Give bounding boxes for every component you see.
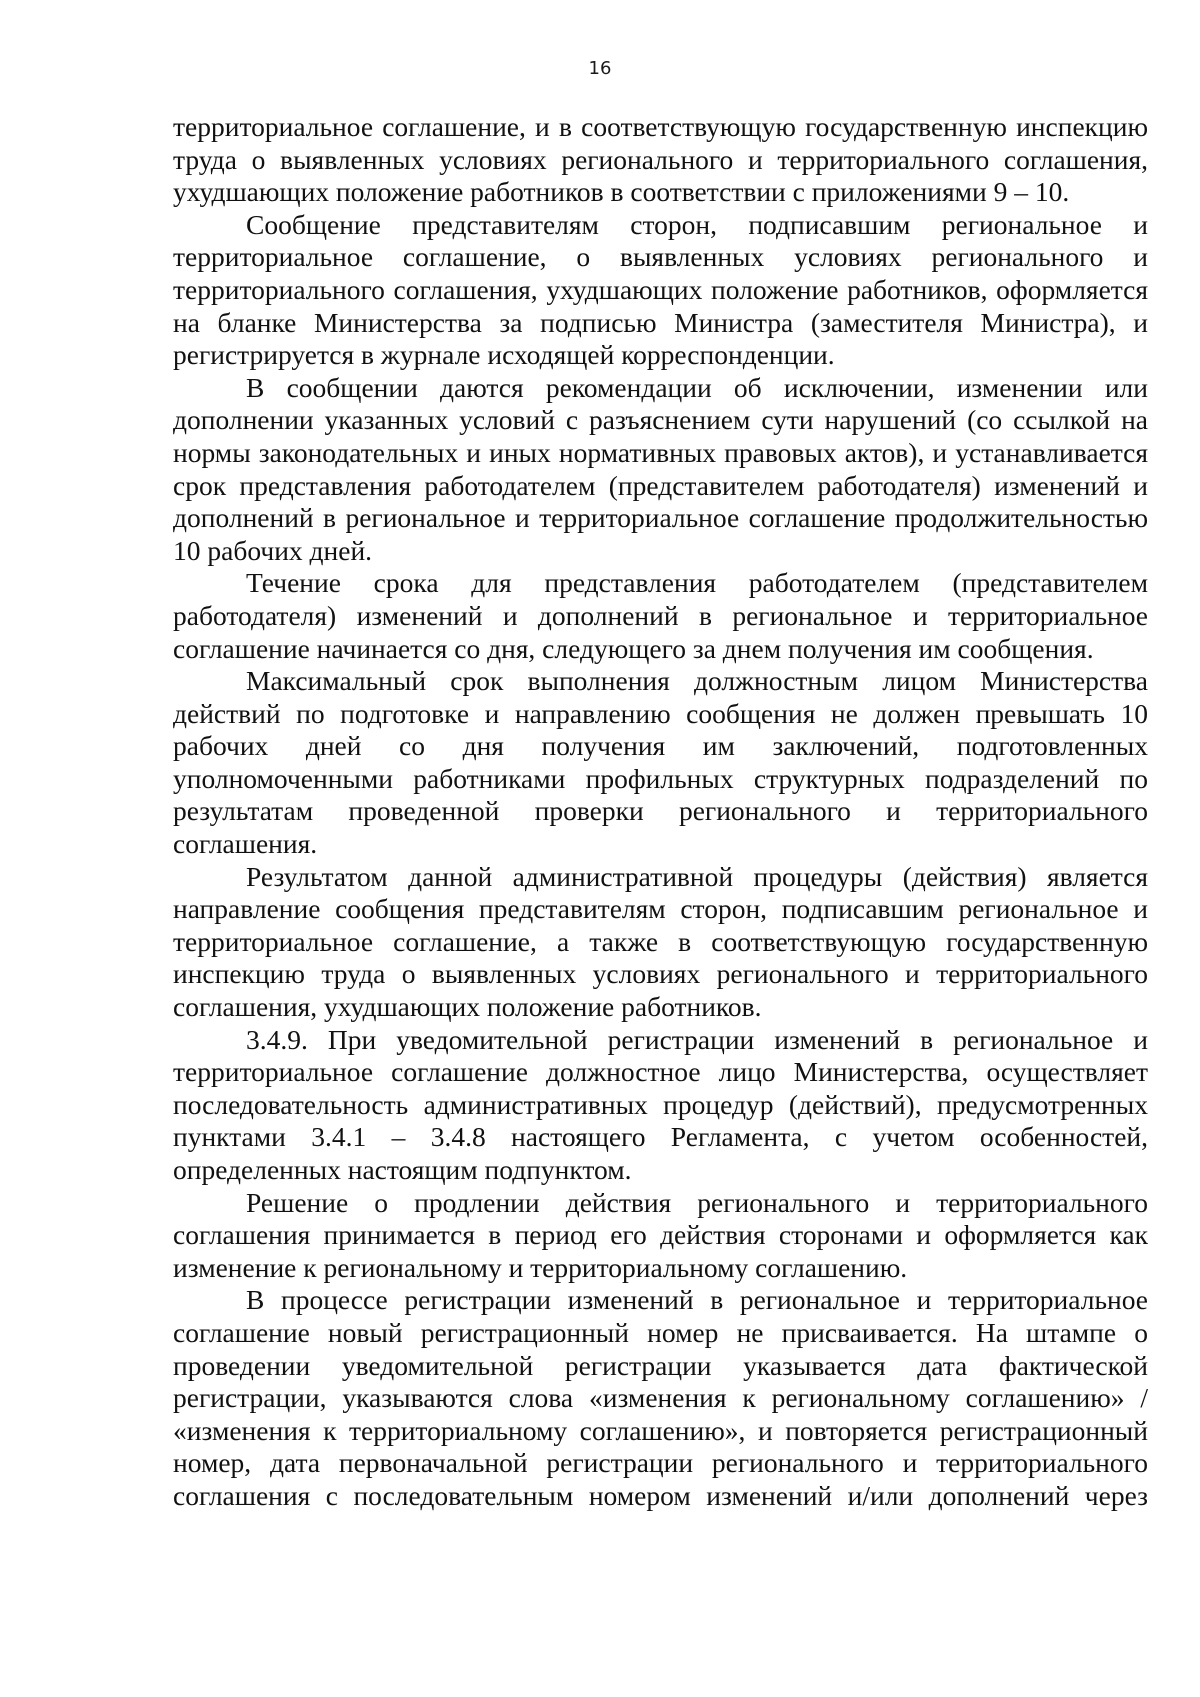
paragraph-1: территориальное соглашение, и в соответствующую государственную инспекцию труда о выявленных условиях регионального и территориального соглашения, ухудшающих положение работников в соответствии с приложениями 9 – 10. bbox=[173, 111, 1148, 208]
paragraph-7: 3.4.9. При уведомительной регистрации изменений в региональное и территориальное соглашение должностное лицо Министерства, осуществляет последовательность административных процедур (действий), предусмотренных пунктами 3.4.1 – 3.4.8 настоящего Регламента, с учетом особенностей, определенных настоящим подпунктом. bbox=[173, 1023, 1148, 1185]
document-body bbox=[173, 111, 1148, 1513]
paragraph-3: В сообщении даются рекомендации об исключении, изменении или дополнении указанных условий с разъяснением сути нарушений (со ссылкой на нормы законодательных и иных нормативных правовых актов), и устанавливается срок представления работодателем (представителем работодателя) изменений и дополнений в региональное и территориальное соглашение продолжительностью 10 рабочих дней. bbox=[173, 371, 1148, 566]
paragraph-9: В процессе регистрации изменений в региональное и территориальное соглашение новый регистрационный номер не присваивается. На штампе о проведении уведомительной регистрации указывается дата фактической регистрации, указываются слова «изменения к региональному соглашению» / «изменения к территориальному соглашению», и повторяется регистрационный номер, дата первоначальной регистрации регионального и территориального соглашения с последовательным номером изменений и/или дополнений через bbox=[173, 1284, 1148, 1511]
paragraph-5: Максимальный срок выполнения должностным лицом Министерства действий по подготовке и направлению сообщения не должен превышать 10 рабочих дней со дня получения им заключений, подготовленных уполномоченными работниками профильных структурных подразделений по результатам проведенной проверки регионального и территориального соглашения. bbox=[173, 665, 1148, 860]
paragraph-8: Решение о продлении действия регионального и территориального соглашения принимается в период его действия сторонами и оформляется как изменение к региональному и территориальному соглашению. bbox=[173, 1186, 1148, 1283]
page-number: 16 bbox=[588, 58, 612, 79]
paragraph-2: Сообщение представителям сторон, подписавшим региональное и территориальное соглашение, о выявленных условиях регионального и территориального соглашения, ухудшающих положение работников, оформляется на бланке Министерства за подписью Министра (заместителя Министра), и регистрируется в журнале исходящей корреспонденции. bbox=[173, 208, 1148, 371]
paragraph-6: Результатом данной административной процедуры (действия) является направление сообщения представителям сторон, подписавшим региональное и территориальное соглашение, а также в соответствующую государственную инспекцию труда о выявленных условиях регионального и территориального соглашения, ухудшающих положение работников. bbox=[173, 860, 1148, 1023]
paragraph-4: Течение срока для представления работодателем (представителем работодателя) изменений и дополнений в региональное и территориальное соглашение начинается со дня, следующего за днем получения им сообщения. bbox=[173, 567, 1148, 664]
